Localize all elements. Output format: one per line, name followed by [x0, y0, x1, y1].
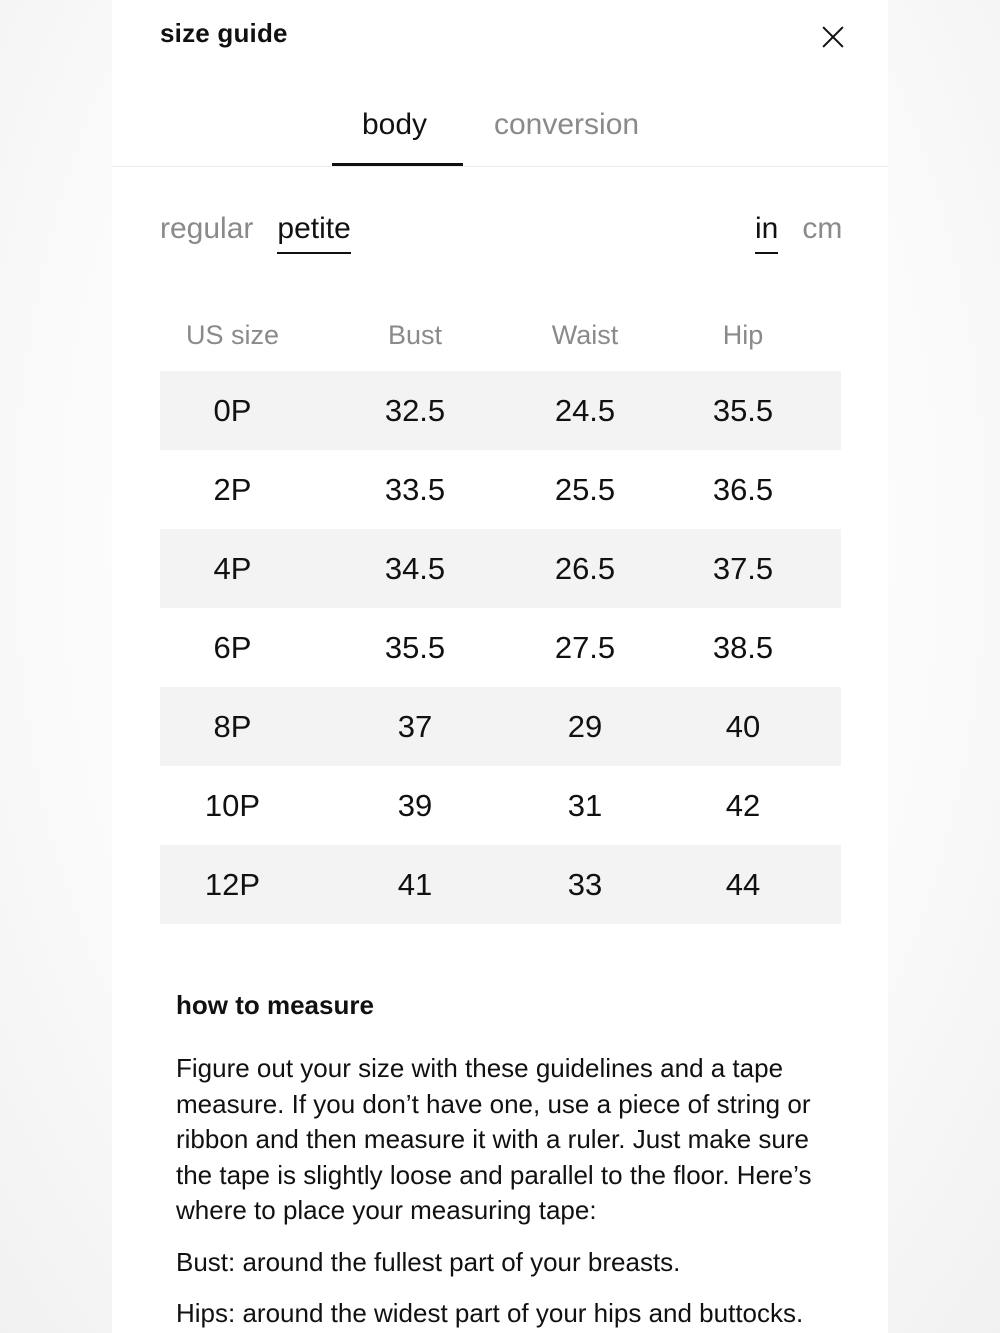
- table-row: [160, 450, 841, 529]
- header-hip: Hip: [722, 320, 764, 350]
- table-row: [160, 687, 841, 766]
- cell-bust: 39: [397, 787, 433, 823]
- tab-conversion[interactable]: conversion: [494, 108, 640, 141]
- size-guide-modal: [112, 0, 888, 1333]
- size-table: [160, 300, 841, 924]
- cell-waist: 33: [525, 845, 645, 924]
- cell-hip: 35.5: [645, 371, 841, 450]
- cell-waist: 25.5: [554, 471, 616, 507]
- header-waist: Waist: [551, 320, 619, 350]
- measure-bust-text: Bust: around the fullest part of your breasts.: [176, 1246, 681, 1277]
- table-row: [160, 766, 841, 845]
- cell-bust: 37: [305, 687, 525, 766]
- how-to-measure-section: [176, 990, 826, 1333]
- cell-hip: 38.5: [712, 629, 774, 665]
- fit-option-regular[interactable]: regular: [160, 212, 254, 245]
- cell-bust: 32.5: [305, 371, 525, 450]
- measure-hips-text: Hips: around the widest part of your hips and buttocks.: [176, 1298, 804, 1328]
- cell-bust: 33.5: [384, 471, 446, 507]
- table-row: [160, 845, 841, 924]
- cell-size: 2P: [213, 471, 252, 507]
- unit-toggle: [755, 212, 842, 254]
- table-header-row: [160, 300, 841, 371]
- fit-toggle: [160, 212, 351, 254]
- active-tab-indicator: [332, 163, 463, 166]
- cell-waist: 27.5: [554, 629, 616, 665]
- how-to-measure-heading: how to measure: [176, 990, 374, 1020]
- measure-intro-text: Figure out your size with these guidelines and a tape measure. If you don’t have one, use a piece of string or ribbon and then measure it with a ruler. Just make sure the tape is slightly loose and parallel to the floor. Here’s where to place your measuring tape:: [176, 1053, 812, 1225]
- cell-waist: 24.5: [525, 371, 645, 450]
- header-bust: Bust: [387, 320, 443, 350]
- cell-size: 10P: [204, 787, 261, 823]
- cell-hip: 44: [645, 845, 841, 924]
- cell-hip: 37.5: [645, 529, 841, 608]
- unit-option-in[interactable]: in: [755, 212, 778, 254]
- modal-title: size guide: [160, 18, 288, 48]
- cell-hip: 36.5: [712, 471, 774, 507]
- cell-bust: 34.5: [305, 529, 525, 608]
- close-icon[interactable]: [818, 22, 848, 52]
- cell-waist: 26.5: [525, 529, 645, 608]
- fit-option-petite[interactable]: petite: [277, 212, 350, 254]
- cell-size: 0P: [160, 371, 305, 450]
- cell-size: 4P: [160, 529, 305, 608]
- table-row: [160, 529, 841, 608]
- table-row: [160, 371, 841, 450]
- tab-bar: [112, 100, 888, 167]
- header-us-size: US size: [185, 320, 280, 350]
- cell-size: 8P: [160, 687, 305, 766]
- cell-hip: 40: [645, 687, 841, 766]
- cell-waist: 31: [567, 787, 603, 823]
- cell-waist: 29: [525, 687, 645, 766]
- cell-size: 12P: [160, 845, 305, 924]
- table-row: [160, 608, 841, 687]
- unit-option-cm[interactable]: cm: [802, 212, 843, 245]
- cell-hip: 42: [725, 787, 761, 823]
- cell-bust: 35.5: [384, 629, 446, 665]
- cell-bust: 41: [305, 845, 525, 924]
- cell-size: 6P: [213, 629, 252, 665]
- tab-body[interactable]: body: [362, 108, 428, 141]
